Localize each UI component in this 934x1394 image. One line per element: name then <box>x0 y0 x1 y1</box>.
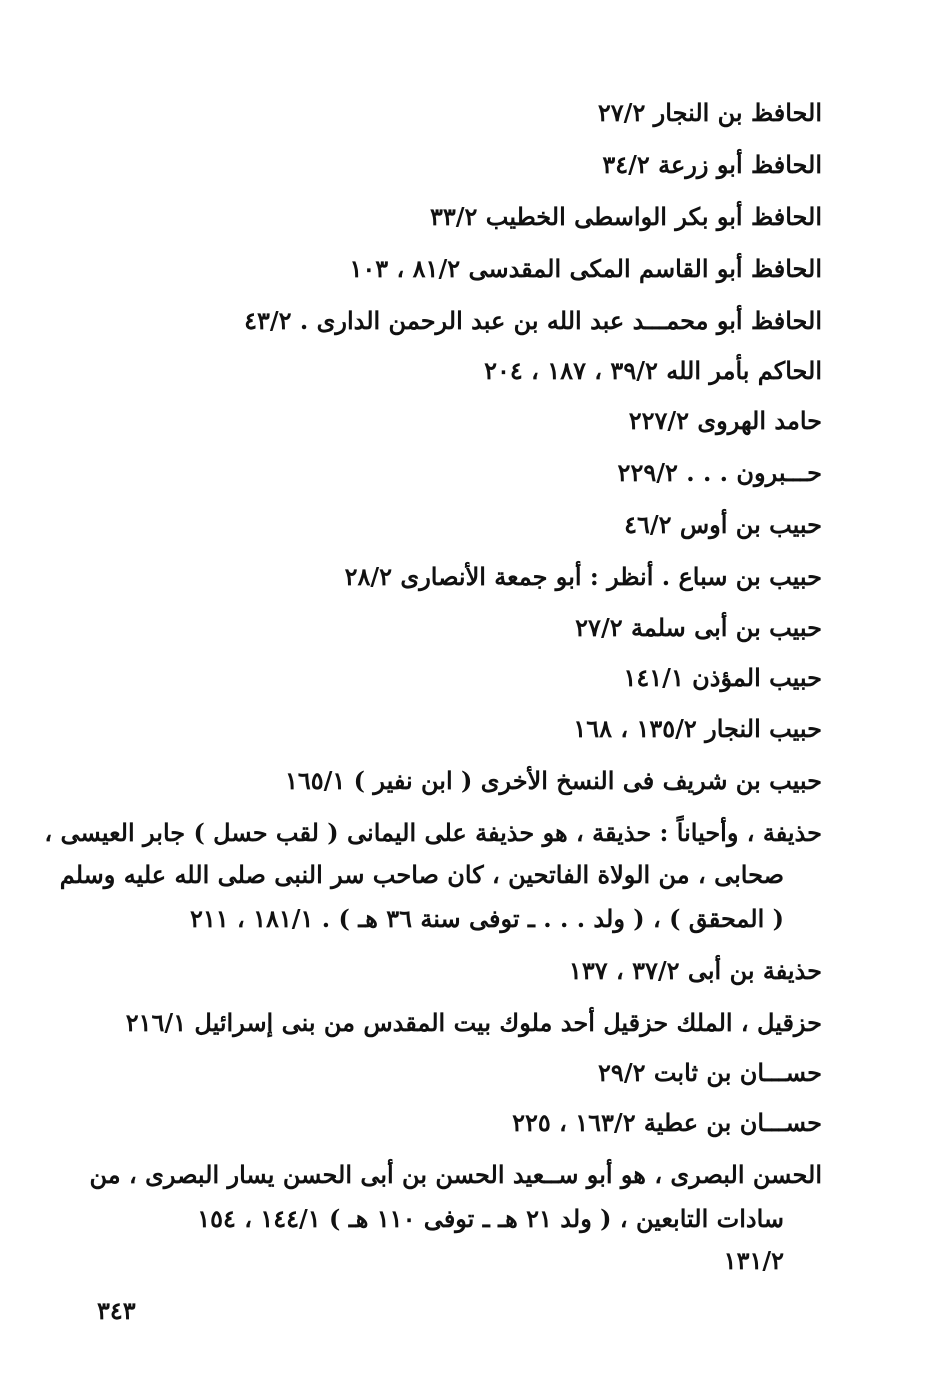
index-entry: حذيفة بن أبى ٣٧/٢ ، ١٣٧ <box>568 956 822 985</box>
index-entry: الحافظ بن النجار ٢٧/٢ <box>597 98 822 127</box>
index-entry: الحافظ أبو محمـــد عبد الله بن عبد الرحمن الدارى . ٤٣/٢ <box>244 306 822 335</box>
index-entry: حذيفة ، وأحياناً : حذيقة ، هو حذيفة على اليمانى ( لقب حسل ) جابر العيسى ، <box>44 818 822 847</box>
index-entry: حبيب المؤذن ١٤١/١ <box>623 663 822 692</box>
index-entry-continuation: صحابى ، من الولاة الفاتحين ، كان صاحب سر النبى صلى الله عليه وسلم <box>59 860 784 889</box>
index-entry: الحسن البصرى ، هو أبو ســعيد الحسن بن أبى الحسن يسار البصرى ، من <box>89 1160 822 1189</box>
index-entry: الحافظ أبو القاسم المكى المقدسى ٨١/٢ ، ١٠٣ <box>349 254 822 283</box>
page-number: ٣٤٣ <box>97 1296 136 1325</box>
index-entry: حبيب بن أبى سلمة ٢٧/٢ <box>575 613 822 642</box>
index-entry: حبيب بن أوس ٤٦/٢ <box>624 510 822 539</box>
index-entry: حـــبرون . . . ٢٢٩/٢ <box>617 458 822 487</box>
index-entry: الحافظ أبو بكر الواسطى الخطيب ٣٣/٢ <box>430 202 822 231</box>
index-entry: حســـان بن ثابت ٢٩/٢ <box>598 1058 822 1087</box>
index-entry-continuation: ١٣١/٢ <box>723 1246 784 1275</box>
index-entry: حزقيل ، الملك حزقيل أحد ملوك بيت المقدس من بنى إسرائيل ٢١٦/١ <box>125 1008 822 1037</box>
index-entry: الحاكم بأمر الله ٣٩/٢ ، ١٨٧ ، ٢٠٤ <box>484 356 822 385</box>
index-entry: حبيب بن سباع . أنظر : أبو جمعة الأنصارى ٢٨/٢ <box>344 562 822 591</box>
index-entry-continuation: ( المحقق ) ، ( ولد . . . ـ توفى سنة ٣٦ هـ ) . ١٨١/١ ، ٢١١ <box>189 904 784 933</box>
index-entry-continuation: سادات التابعين ، ( ولد ٢١ هـ ـ توفى ١١٠ هـ ) ١٤٤/١ ، ١٥٤ <box>197 1204 784 1233</box>
index-entry: الحافظ أبو زرعة ٣٤/٢ <box>602 150 822 179</box>
index-entry: حســـان بن عطية ١٦٣/٢ ، ٢٢٥ <box>512 1108 822 1137</box>
index-entry: حبيب النجار ١٣٥/٢ ، ١٦٨ <box>573 714 822 743</box>
index-entry: حامد الهروى ٢٢٧/٢ <box>628 406 822 435</box>
index-entry: حبيب بن شريف فى النسخ الأخرى ( ابن نفير ) ١٦٥/١ <box>284 766 822 795</box>
